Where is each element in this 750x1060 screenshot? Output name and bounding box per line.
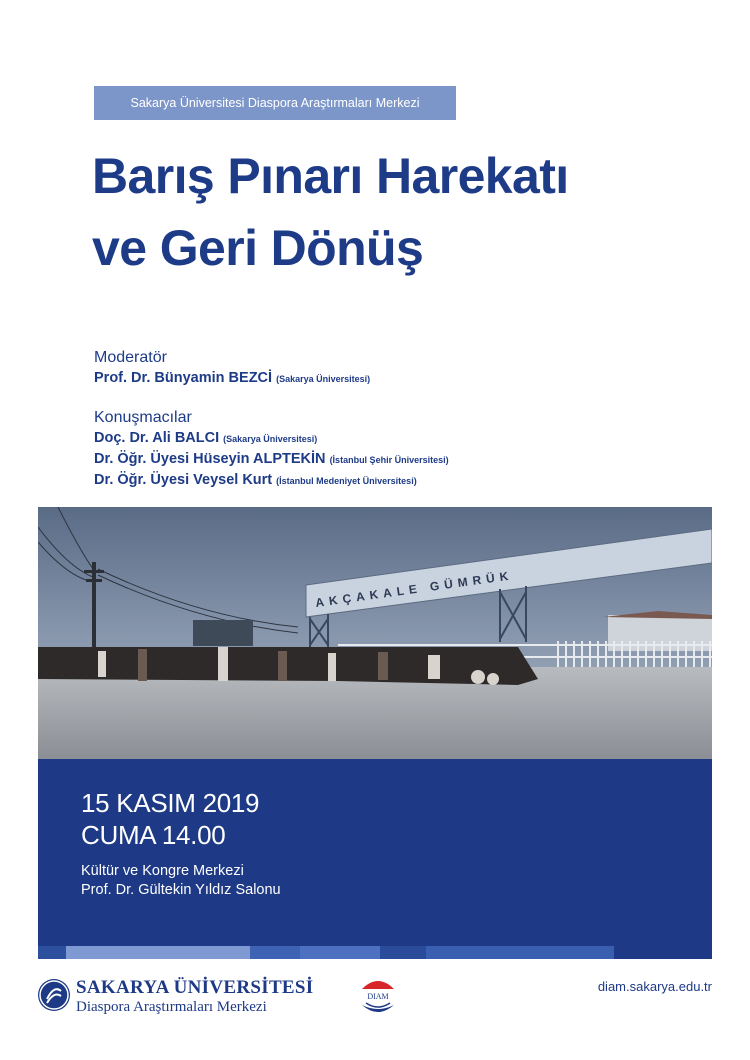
crowd xyxy=(38,647,538,685)
decorative-strip xyxy=(38,946,66,959)
title-line-1: Barış Pınarı Harekatı xyxy=(92,148,569,204)
speaker-affiliation: (Sakarya Üniversitesi) xyxy=(223,434,318,444)
speaker-entry xyxy=(94,470,449,491)
decorative-strip xyxy=(426,946,614,959)
decorative-strip xyxy=(380,946,426,959)
decorative-strip xyxy=(250,946,300,959)
speaker-affiliation: (İstanbul Şehir Üniversitesi) xyxy=(329,455,449,465)
decorative-strip xyxy=(300,946,380,959)
university-logo xyxy=(38,975,338,1025)
speaker-entry xyxy=(94,428,449,449)
university-seal-icon xyxy=(38,979,70,1011)
diam-logo xyxy=(358,975,398,1021)
border-gate-illustration xyxy=(38,507,712,759)
event-date: 15 KASIM 2019 xyxy=(81,788,260,818)
moderator-name: Prof. Dr. Bünyamin BEZCİ xyxy=(94,370,273,386)
event-venue: Kültür ve Kongre Merkezi xyxy=(81,863,244,879)
border-gate-photo xyxy=(38,507,712,759)
diam-logo-text: DIAM xyxy=(367,992,389,1001)
decorative-strip xyxy=(66,946,250,959)
speaker-name: Dr. Öğr. Üyesi Veysel Kurt xyxy=(94,472,273,488)
title-line-2: ve Geri Dönüş xyxy=(92,220,424,276)
moderator-label: Moderatör xyxy=(94,349,167,366)
speakers-label: Konuşmacılar xyxy=(94,409,192,426)
speakers-section xyxy=(94,408,449,491)
speaker-entry xyxy=(94,449,449,470)
university-name: SAKARYA ÜNİVERSİTESİ xyxy=(76,977,314,998)
moderator-section xyxy=(94,348,370,389)
center-badge: Sakarya Üniversitesi Diaspora Araştırmaları Merkezi xyxy=(94,86,456,120)
speaker-affiliation: (İstanbul Medeniyet Üniversitesi) xyxy=(276,476,417,486)
event-hall: Prof. Dr. Gültekin Yıldız Salonu xyxy=(81,882,281,898)
website-url: diam.sakarya.edu.tr xyxy=(597,979,712,994)
moderator-affiliation: (Sakarya Üniversitesi) xyxy=(276,374,371,384)
moderator-entry xyxy=(94,368,370,389)
speaker-name: Doç. Dr. Ali BALCI xyxy=(94,430,220,446)
speaker-name: Dr. Öğr. Üyesi Hüseyin ALPTEKİN xyxy=(94,451,326,467)
event-time: CUMA 14.00 xyxy=(81,820,226,850)
center-name: Diaspora Araştırmaları Merkezi xyxy=(76,999,267,1015)
decorative-strip xyxy=(614,946,712,959)
gate-sign-text: AKÇAKALE GÜMRÜK xyxy=(314,568,515,610)
event-panel xyxy=(38,759,712,959)
event-title xyxy=(92,140,712,284)
